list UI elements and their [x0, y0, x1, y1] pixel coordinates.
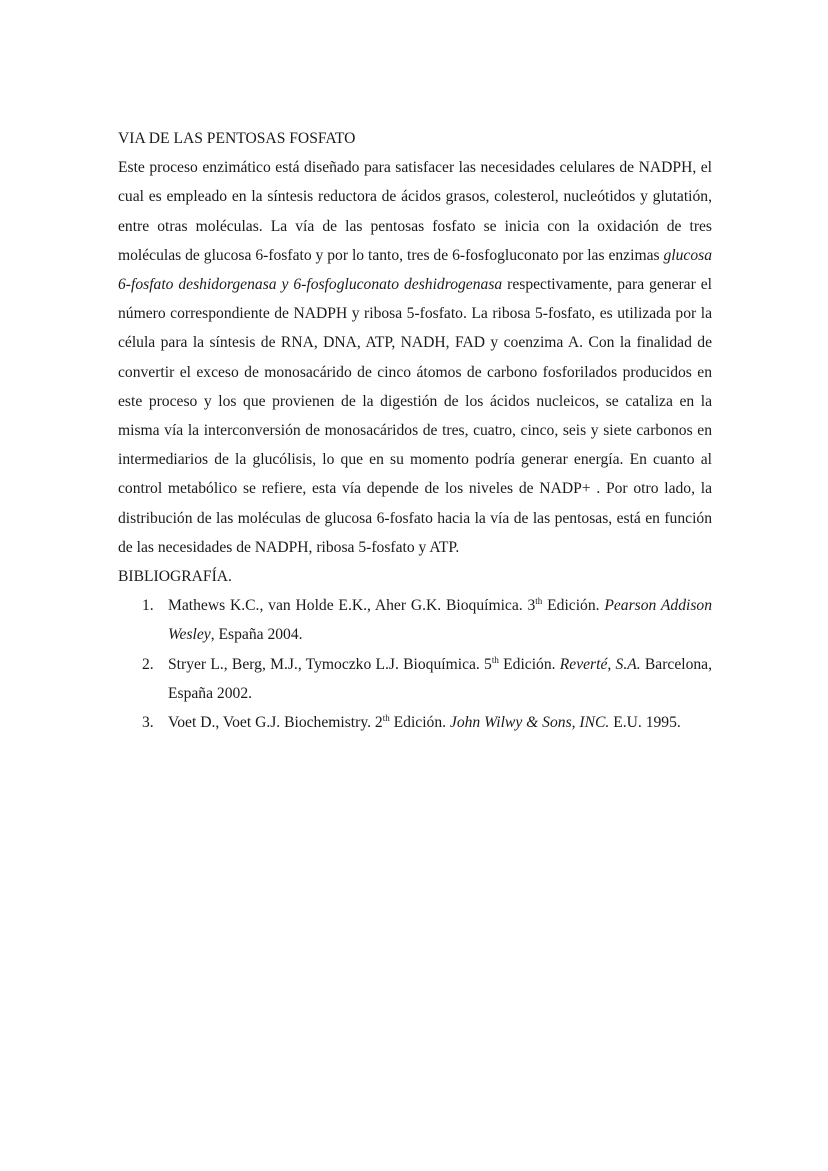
bibliography-publisher: John Wilwy & Sons, INC.: [449, 714, 610, 732]
bibliography-edition: Edición.: [542, 597, 605, 615]
bibliography-authors: Stryer L., Berg, M.J., Tymoczko L.J. Bioquímica. 5: [168, 655, 492, 673]
edition-superscript: th: [382, 713, 390, 724]
enzyme-names: glucosa 6-fosfato deshidorgenasa y 6-fosfogluconato deshidrogenasa: [118, 246, 712, 294]
bibliography-list: [118, 591, 712, 737]
bibliography-heading: BIBLIOGRAFÍA.: [118, 568, 232, 586]
bibliography-number: 2.: [142, 655, 154, 673]
bibliography-publisher: Reverté, S.A.: [559, 655, 641, 673]
bibliography-edition: Edición.: [389, 714, 450, 732]
bibliography-place: Barcelona, España 2002.: [168, 655, 712, 702]
bibliography-item: [118, 591, 712, 649]
bibliography-edition: Edición.: [498, 655, 560, 673]
bibliography-number: 3.: [142, 714, 154, 732]
document-page: [118, 124, 712, 737]
bibliography-authors: Mathews K.C., van Holde E.K., Aher G.K. Bioquímica. 3: [168, 597, 536, 615]
paragraph-part-2: respectivamente, para generar el número correspondiente de NADPH y ribosa 5-fosfato. La ribosa 5-fosfato, es utilizada por la célula para la síntesis de RNA, DNA, ATP, NADH, FAD y coenzima A. Con la finalidad de convertir el exceso de monosacárido de cinco átomos de carbono fosforilados producidos en este proceso y los que provienen de la digestión de los ácidos nucleicos, se cataliza en la misma vía la interconversión de monosacáridos de tres, cuatro, cinco, seis y siete carbonos en intermediarios de la glucólisis, lo que en su momento podría generar energía. En cuanto al control metabólico se refiere, esta vía depende de los niveles de NADP+ . Por otro lado, la distribución de las moléculas de glucosa 6-fosfato hacia la vía de las pentosas, está en función de las necesidades de NADPH, ribosa 5-fosfato y ATP.: [118, 276, 712, 556]
bibliography-number: 1.: [142, 597, 154, 615]
edition-superscript: th: [491, 654, 499, 665]
bibliography-authors: Voet D., Voet G.J. Biochemistry. 2: [168, 714, 383, 732]
body-paragraph: [118, 153, 712, 562]
edition-superscript: th: [535, 596, 543, 607]
bibliography-place: , España 2004.: [210, 626, 303, 644]
bibliography-item: [118, 650, 712, 708]
bibliography-place: E.U. 1995.: [609, 714, 681, 732]
paragraph-part-1: Este proceso enzimático está diseñado para satisfacer las necesidades celulares de NADPH, el cual es empleado en la síntesis reductora de ácidos grasos, colesterol, nucleótidos y glutatión, entre otras moléculas. La vía de las pentosas fosfato se inicia con la oxidación de tres moléculas de glucosa 6-fosfato y por lo tanto, tres de 6-fosfogluconato por las enzimas: [118, 159, 712, 264]
document-title: VIA DE LAS PENTOSAS FOSFATO: [118, 130, 356, 147]
bibliography-publisher: Pearson Addison Wesley: [168, 597, 712, 644]
bibliography-item: [118, 708, 712, 737]
